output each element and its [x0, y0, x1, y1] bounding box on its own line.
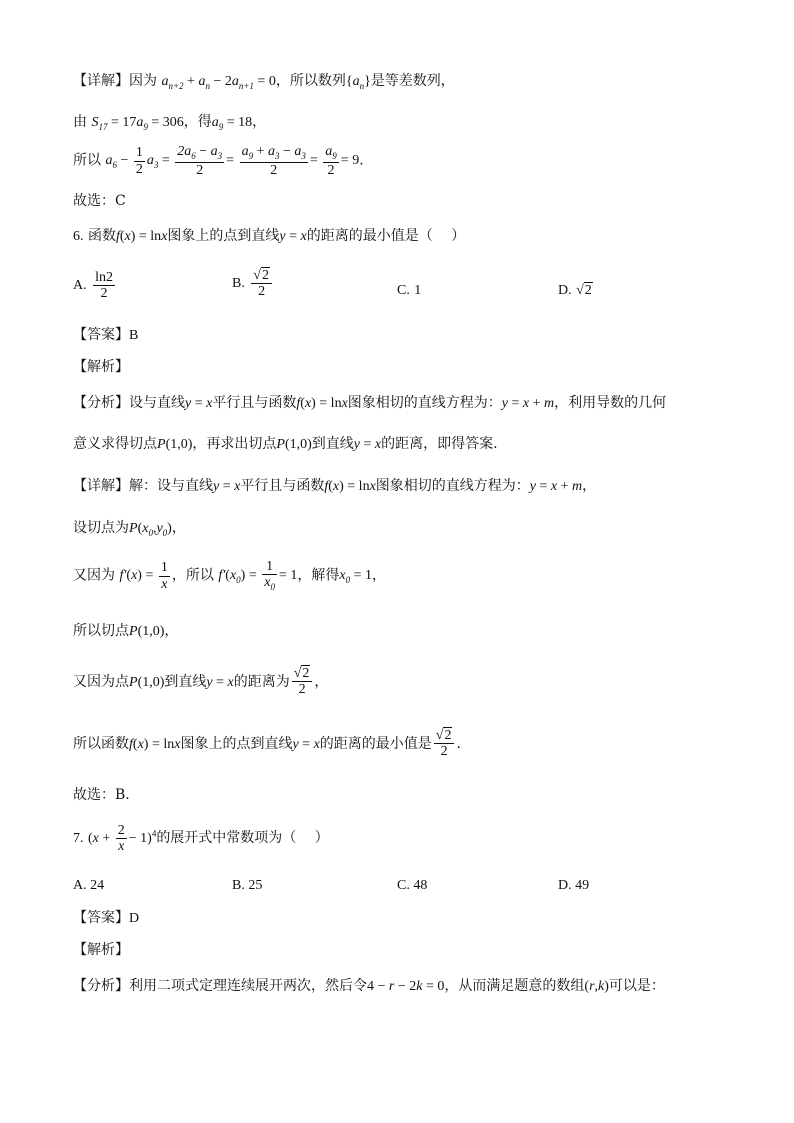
math-line: y = x	[206, 674, 234, 690]
q6-option-a	[73, 270, 117, 302]
detail-tag: 【详解】	[73, 478, 129, 494]
q6-option-c	[397, 282, 421, 299]
math-line: y = x	[185, 396, 213, 411]
answer-tag: 【答案】	[73, 910, 129, 926]
math-sum: $S_{17} = 17a_9 = 306$	[91, 115, 184, 132]
q6-option-d	[558, 282, 593, 299]
math-binomial: (x + $\frac{2}{x}$ − 1)$^4$	[87, 823, 157, 855]
text: ，利用导数的几何	[554, 395, 667, 411]
option-label: D.	[558, 283, 572, 298]
text: ，所以数列	[275, 73, 346, 89]
q5-answer: 故选：C	[73, 193, 126, 209]
math-point: P(1,0)	[129, 674, 165, 690]
text: 图象上的点到直线	[167, 228, 280, 244]
q7-analysis-tag: 【解析】	[73, 942, 129, 958]
text: 设切点为	[73, 520, 129, 536]
q6-option-b	[232, 268, 274, 300]
text: 是等差数列，	[370, 73, 455, 89]
q6-detail-line-1	[73, 478, 596, 496]
text: 图象上的点到直线	[180, 735, 293, 752]
text: ，	[314, 673, 329, 690]
q6-analysis-line-1	[73, 395, 666, 413]
math-f: f(x) = lnx	[324, 479, 376, 494]
text: .	[359, 152, 364, 169]
text: 图象相切的直线方程为：	[375, 478, 530, 494]
text: ，	[582, 478, 597, 494]
text: 设与直线	[129, 395, 185, 411]
answer-tag: 【答案】	[73, 327, 129, 343]
text: ，所以	[171, 567, 214, 584]
math-f: f(x) = lnx	[129, 736, 181, 752]
text: ，再求出切点	[192, 436, 277, 452]
text: 的展开式中常数项为（ ）	[156, 830, 329, 847]
q6-detail-line-4	[73, 623, 178, 641]
text: 的距离，即得答案.	[381, 436, 498, 452]
analysis-head: 【分析】	[73, 395, 129, 411]
q7-stem	[73, 823, 329, 855]
text: 到直线	[164, 673, 207, 690]
text: ，从而满足题意的数组	[444, 978, 585, 994]
text: 的距离的最小值是（ ）	[306, 228, 466, 244]
q6-analysis-line-2	[73, 436, 498, 454]
text: 可以是：	[608, 978, 665, 994]
math-point: P(1,0)	[276, 437, 312, 452]
text: 平行且与函数	[212, 395, 297, 411]
q6-analysis-tag: 【解析】	[73, 359, 129, 375]
answer-value: B	[129, 328, 139, 343]
math-line: y = x	[279, 229, 307, 244]
q6-choose: 故选：B.	[73, 787, 130, 803]
q5-detail-line-1	[73, 73, 455, 92]
math-derivative: f′(x) = $\frac{1}{x}$	[119, 560, 168, 592]
math-recurrence: $a_{n+2} + a_n - 2a_{n+1} = 0$	[161, 74, 276, 91]
text: 所以函数	[73, 735, 129, 752]
q6-detail-line-3	[73, 559, 386, 593]
text: 又因为点	[73, 673, 129, 690]
text: ，解得	[297, 567, 340, 584]
text: 又因为	[73, 567, 115, 584]
q6-detail-line-5	[73, 666, 328, 698]
text: 图象相切的直线方程为：	[347, 395, 502, 411]
option-value: √2	[576, 283, 592, 298]
q7-option-c: C. 48	[397, 878, 428, 893]
q7-option-d: D. 49	[558, 878, 590, 893]
math-distance: $\frac{√2}{2}$	[292, 666, 313, 698]
text: 利用二项式定理连续展开两次，然后令	[129, 978, 367, 994]
option-value: $\frac{√2}{2}$	[251, 268, 272, 300]
math-condition: 4 − r − 2k = 0	[367, 979, 445, 994]
text: ，	[164, 623, 179, 639]
question-number: 6.	[73, 229, 84, 244]
q7-answer	[73, 910, 139, 928]
text: 意义求得切点	[73, 436, 157, 452]
math-point: P(1,0)	[157, 437, 193, 452]
math-pair: (r,k)	[584, 979, 609, 994]
math-line: y = x	[353, 437, 382, 452]
math-point: P(1,0)	[129, 624, 165, 639]
text: ，得	[183, 114, 212, 130]
math-f: f(x) = lnx	[115, 229, 168, 244]
text: 因为	[129, 73, 157, 89]
text: 的距离为	[233, 673, 290, 690]
option-label: B.	[232, 275, 245, 291]
option-value: 1	[414, 283, 422, 298]
q6-answer	[73, 327, 138, 345]
text: 平行且与函数	[240, 478, 325, 494]
math-f: f(x) = lnx	[296, 396, 348, 411]
math-tangent: y = x + m	[529, 479, 583, 494]
math-line: y = x	[292, 736, 320, 752]
answer-value: D	[129, 911, 140, 926]
q6-detail-line-6	[73, 728, 461, 760]
math-x0: $x_0 = 1$	[339, 568, 372, 586]
q7-analysis-line-1	[73, 978, 665, 996]
math-derivative-x0: $f'(x_0)$ = $\frac{1}{x_0}$ = 1	[218, 559, 298, 593]
q5-detail-line-2	[73, 114, 266, 133]
math-sequence: $\{a_n\}$	[345, 74, 371, 91]
text: 解：设与直线	[129, 478, 213, 494]
analysis-head: 【分析】	[73, 978, 129, 994]
text: ，	[171, 520, 186, 536]
option-label: A.	[73, 277, 87, 293]
q7-option-b: B. 25	[232, 878, 263, 893]
text: 函数	[87, 228, 116, 244]
text: 的距离的最小值是	[319, 735, 432, 752]
question-number: 7.	[73, 831, 84, 847]
math-expression: $a_6$ − $\frac{1}{2}$ $a_3$ = $\frac{2a_6 - a_3}{2}$ = $\frac{a_9 + a_3 - a_3}{2}$ = $\frac{a_9}{2}$ = 9	[105, 144, 360, 178]
text: 所以	[73, 152, 101, 169]
text: 由	[73, 114, 87, 130]
math-line: y = x	[213, 479, 241, 494]
text: ，	[252, 114, 267, 130]
math-tangent: y = x + m	[501, 396, 555, 411]
math-min-distance: $\frac{√2}{2}$	[434, 728, 455, 760]
option-label: C.	[397, 283, 410, 298]
math-point: $P(x_0,y_0)$	[129, 521, 172, 538]
text: .	[456, 735, 461, 752]
option-value: $\frac{\ln 2}{2}$	[95, 270, 113, 302]
text: 到直线	[311, 436, 354, 452]
text: 所以切点	[73, 623, 129, 639]
q7-option-a: A. 24	[73, 878, 105, 893]
q5-detail-line-3	[73, 144, 364, 178]
detail-tag: 【详解】	[73, 73, 129, 89]
q6-stem	[73, 228, 465, 246]
q6-detail-line-2	[73, 520, 186, 539]
math-a9: $a_9 = 18$	[211, 115, 253, 132]
text: ，	[371, 567, 386, 584]
